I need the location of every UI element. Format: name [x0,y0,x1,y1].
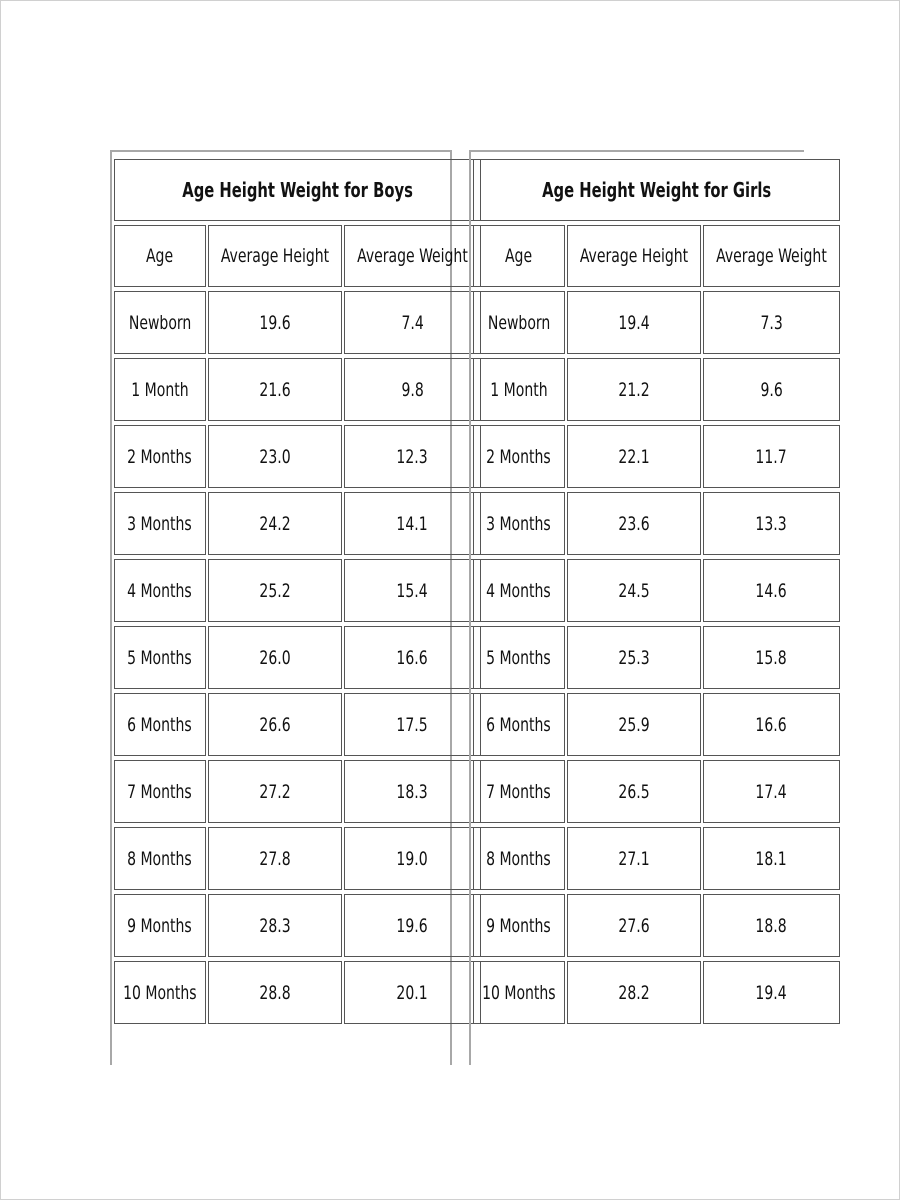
table-row [114,961,481,1024]
age-cell: 7 Months [114,760,206,823]
average-height-cell: 22.1 [567,425,701,488]
average-weight-cell: 11.7 [703,425,840,488]
table-row [473,760,840,823]
average-weight-cell: 12.3 [344,425,481,488]
age-cell: 2 Months [473,425,565,488]
average-height-cell: 26.0 [208,626,342,689]
average-height-cell: 26.6 [208,693,342,756]
table-row [473,961,840,1024]
average-weight-cell: 16.6 [703,693,840,756]
boys-table-grid [112,155,483,1028]
table-row [473,425,840,488]
average-height-cell: 23.0 [208,425,342,488]
age-cell: 10 Months [473,961,565,1024]
table-row [114,760,481,823]
column-header-average-weight: Average Weight [703,225,840,287]
girls-table-title: Age Height Weight for Girls [473,159,840,221]
age-cell: 5 Months [114,626,206,689]
average-height-cell: 24.5 [567,559,701,622]
age-cell: 3 Months [114,492,206,555]
average-weight-cell: 20.1 [344,961,481,1024]
table-row [114,492,481,555]
average-weight-cell: 15.4 [344,559,481,622]
column-header-age: Age [473,225,565,287]
average-weight-cell: 9.6 [703,358,840,421]
average-weight-cell: 9.8 [344,358,481,421]
average-height-cell: 21.2 [567,358,701,421]
age-cell: 6 Months [473,693,565,756]
average-weight-cell: 19.6 [344,894,481,957]
table-row [114,559,481,622]
age-cell: 8 Months [473,827,565,890]
average-height-cell: 21.6 [208,358,342,421]
table-row [473,492,840,555]
average-height-cell: 27.8 [208,827,342,890]
boys-table-title: Age Height Weight for Boys [114,159,481,221]
age-cell: 3 Months [473,492,565,555]
average-weight-cell: 18.8 [703,894,840,957]
average-height-cell: 24.2 [208,492,342,555]
average-weight-cell: 19.0 [344,827,481,890]
age-cell: 4 Months [473,559,565,622]
girls-table-grid [471,155,842,1028]
girls-table [469,150,827,1065]
table-row [114,425,481,488]
table-row [114,894,481,957]
table-row [473,827,840,890]
average-height-cell: 27.6 [567,894,701,957]
age-cell: 6 Months [114,693,206,756]
table-row [473,894,840,957]
average-weight-cell: 14.6 [703,559,840,622]
table-row [114,626,481,689]
age-cell: 8 Months [114,827,206,890]
age-cell: 5 Months [473,626,565,689]
average-weight-cell: 13.3 [703,492,840,555]
average-height-cell: 28.2 [567,961,701,1024]
average-weight-cell: 16.6 [344,626,481,689]
average-weight-cell: 17.4 [703,760,840,823]
table-row [114,358,481,421]
age-cell: 10 Months [114,961,206,1024]
table-row [473,358,840,421]
age-cell: 1 Month [473,358,565,421]
table-row [473,559,840,622]
table-row [114,693,481,756]
boys-table [110,150,468,1065]
table-row [473,291,840,354]
age-cell: 1 Month [114,358,206,421]
age-cell: 7 Months [473,760,565,823]
age-cell: 9 Months [473,894,565,957]
boys-table-body [114,159,481,1024]
column-header-average-weight: Average Weight [344,225,481,287]
column-header-average-height: Average Height [208,225,342,287]
column-header-age: Age [114,225,206,287]
average-weight-cell: 14.1 [344,492,481,555]
average-weight-cell: 17.5 [344,693,481,756]
average-height-cell: 19.6 [208,291,342,354]
average-weight-cell: 7.3 [703,291,840,354]
age-cell: 9 Months [114,894,206,957]
table-row [114,291,481,354]
average-height-cell: 27.2 [208,760,342,823]
average-weight-cell: 18.1 [703,827,840,890]
age-cell: Newborn [114,291,206,354]
age-cell: 4 Months [114,559,206,622]
average-height-cell: 25.3 [567,626,701,689]
average-weight-cell: 15.8 [703,626,840,689]
average-height-cell: 25.2 [208,559,342,622]
column-header-average-height: Average Height [567,225,701,287]
average-height-cell: 23.6 [567,492,701,555]
table-row [114,827,481,890]
average-height-cell: 26.5 [567,760,701,823]
age-cell: Newborn [473,291,565,354]
table-row [473,693,840,756]
table-row [473,626,840,689]
average-height-cell: 28.3 [208,894,342,957]
average-height-cell: 27.1 [567,827,701,890]
average-height-cell: 25.9 [567,693,701,756]
average-weight-cell: 18.3 [344,760,481,823]
age-cell: 2 Months [114,425,206,488]
average-weight-cell: 19.4 [703,961,840,1024]
girls-table-body [473,159,840,1024]
average-height-cell: 28.8 [208,961,342,1024]
average-weight-cell: 7.4 [344,291,481,354]
average-height-cell: 19.4 [567,291,701,354]
